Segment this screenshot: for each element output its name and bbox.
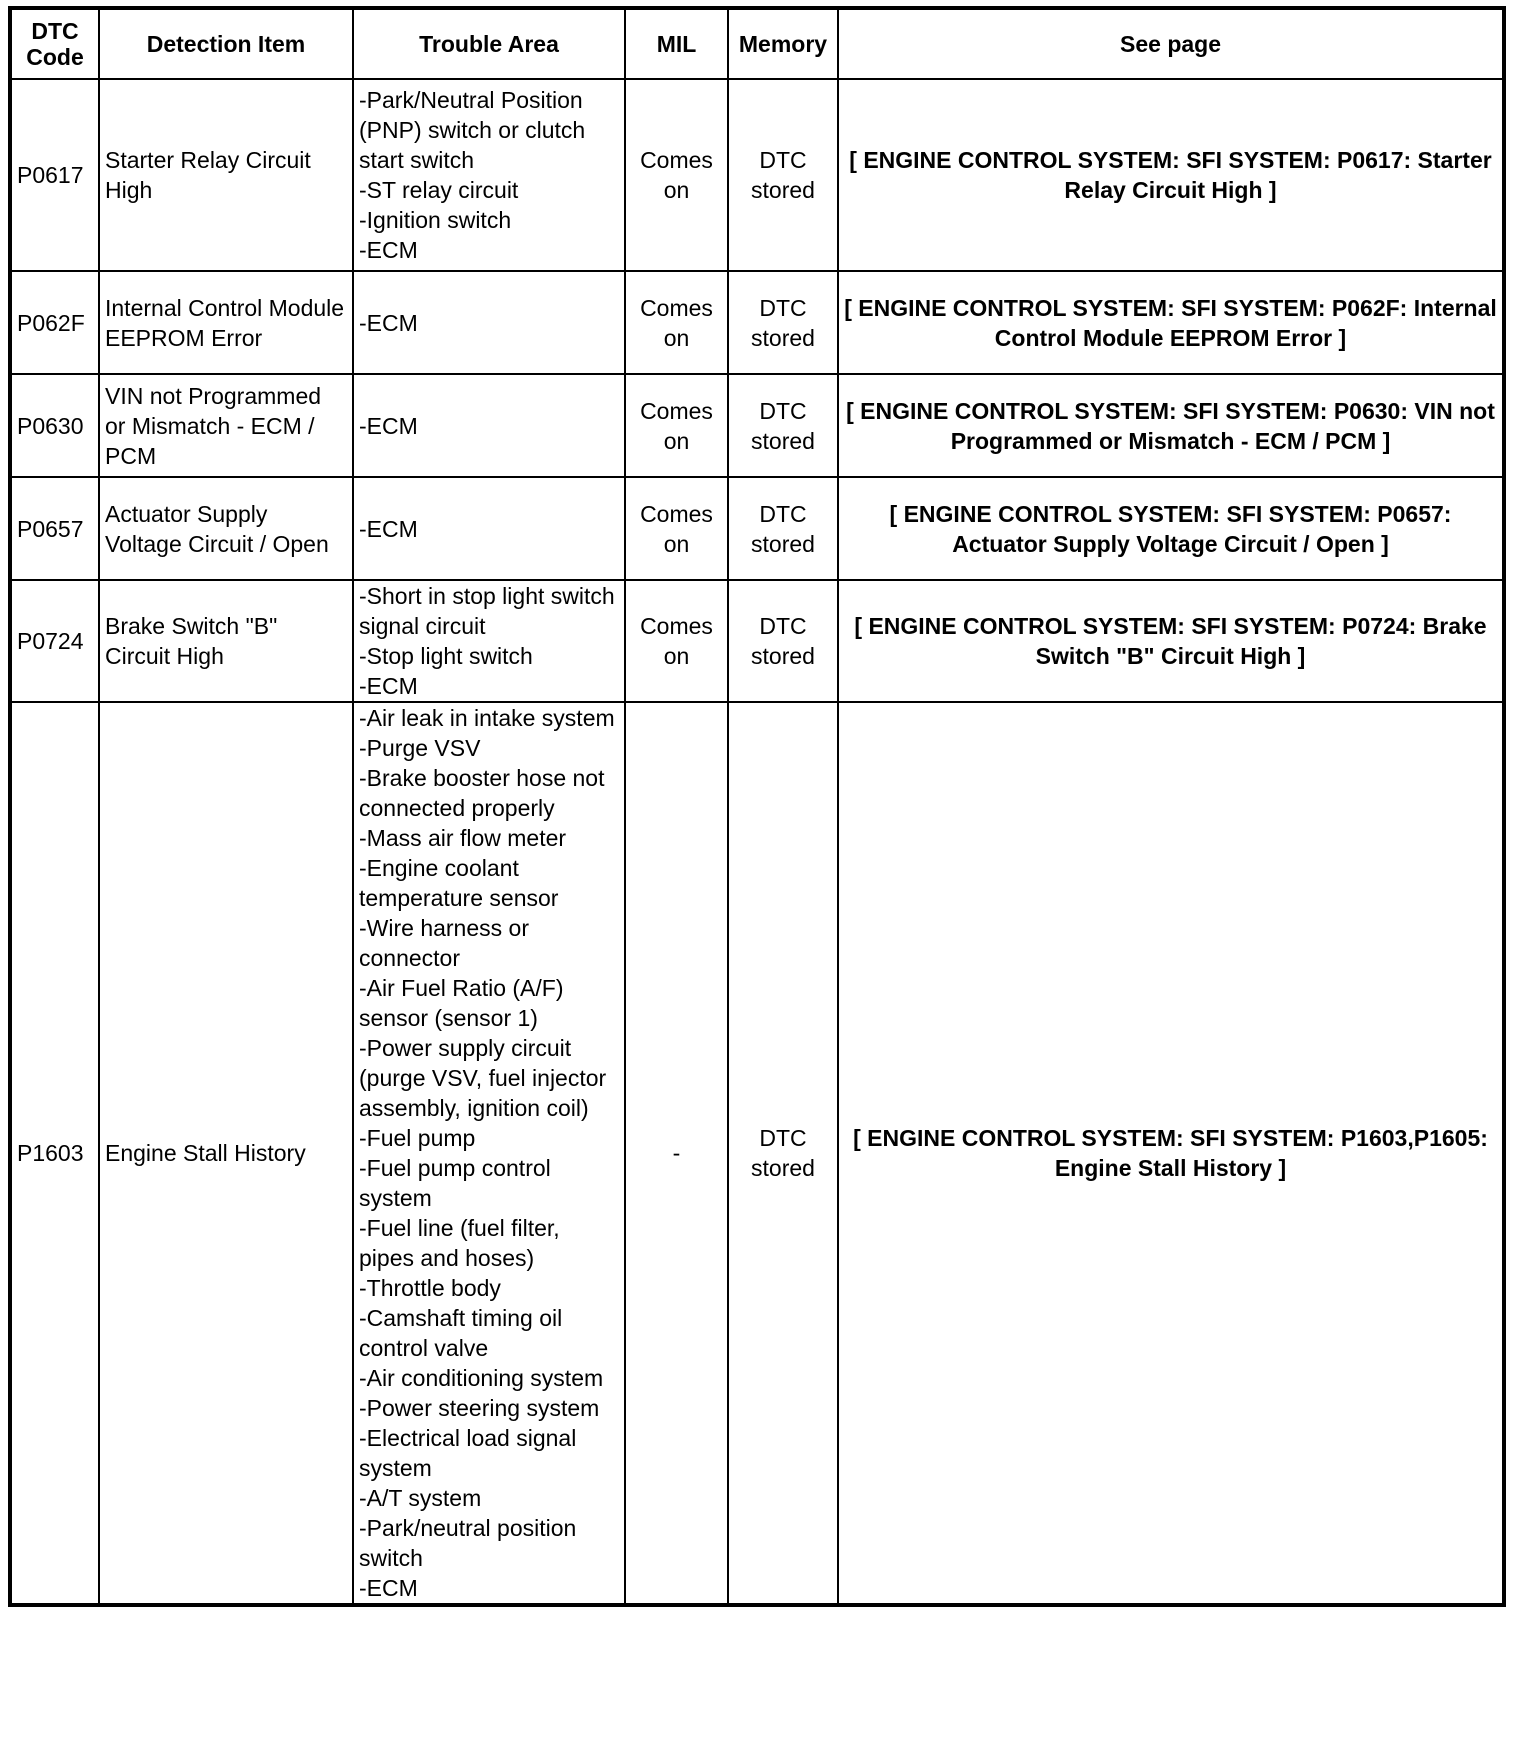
trouble-area — [353, 580, 625, 702]
mil-status: Comes on — [625, 271, 728, 374]
dtc-code: P0724 — [10, 580, 99, 702]
trouble-area — [353, 477, 625, 580]
trouble-area-item: -A/T system — [359, 1485, 482, 1511]
trouble-area-item: -ECM — [359, 515, 418, 542]
mil-status: Comes on — [625, 79, 728, 271]
trouble-area-item: -Purge VSV — [359, 735, 481, 761]
trouble-area-item: -Stop light switch — [359, 643, 533, 669]
header-see-page: See page — [838, 8, 1504, 79]
see-page-link[interactable]: [ ENGINE CONTROL SYSTEM: SFI SYSTEM: P0724: Brake Switch "B" Circuit High ] — [838, 580, 1504, 702]
mil-status: - — [625, 702, 728, 1605]
trouble-area-item: -Park/neutral position switch — [359, 1515, 577, 1571]
detection-item: Internal Control Module EEPROM Error — [99, 271, 353, 374]
trouble-area-item: -Air leak in intake system — [359, 705, 615, 731]
detection-item: Actuator Supply Voltage Circuit / Open — [99, 477, 353, 580]
trouble-area-item: -ST relay circuit — [359, 177, 519, 203]
table-row — [10, 702, 1504, 1605]
trouble-area-item: -Throttle body — [359, 1275, 501, 1301]
see-page-link[interactable]: [ ENGINE CONTROL SYSTEM: SFI SYSTEM: P062F: Internal Control Module EEPROM Error ] — [838, 271, 1504, 374]
trouble-area-item: -Park/Neutral Position (PNP) switch or clutch start switch — [359, 87, 586, 173]
trouble-area-item: -Air conditioning system — [359, 1365, 604, 1391]
trouble-area-item: -Fuel pump — [359, 1125, 476, 1151]
trouble-area — [353, 271, 625, 374]
header-detection-item: Detection Item — [99, 8, 353, 79]
memory-status: DTC stored — [728, 702, 838, 1605]
trouble-area-item: -Ignition switch — [359, 207, 512, 233]
dtc-code: P1603 — [10, 702, 99, 1605]
dtc-code: P0657 — [10, 477, 99, 580]
trouble-area-item: -Air Fuel Ratio (A/F) sensor (sensor 1) — [359, 975, 564, 1031]
table-row — [10, 477, 1504, 580]
trouble-area-item: -Engine coolant temperature sensor — [359, 855, 559, 911]
trouble-area — [353, 79, 625, 271]
see-page-link[interactable]: [ ENGINE CONTROL SYSTEM: SFI SYSTEM: P0617: Starter Relay Circuit High ] — [838, 79, 1504, 271]
header-mil: MIL — [625, 8, 728, 79]
header-trouble-area: Trouble Area — [353, 8, 625, 79]
trouble-area-item: -ECM — [359, 1575, 418, 1601]
header-row — [10, 8, 1504, 79]
trouble-area — [353, 702, 625, 1605]
trouble-area-item: -ECM — [359, 673, 418, 699]
trouble-area-item: -Brake booster hose not connected properly — [359, 765, 605, 821]
header-dtc-code: DTC Code — [10, 8, 99, 79]
detection-item: Starter Relay Circuit High — [99, 79, 353, 271]
detection-item: Engine Stall History — [99, 702, 353, 1605]
trouble-area-item: -ECM — [359, 237, 418, 263]
memory-status: DTC stored — [728, 79, 838, 271]
trouble-area-item: -Power steering system — [359, 1395, 600, 1421]
trouble-area-item: -Camshaft timing oil control valve — [359, 1305, 563, 1361]
see-page-link[interactable]: [ ENGINE CONTROL SYSTEM: SFI SYSTEM: P0630: VIN not Programmed or Mismatch - ECM / PCM ] — [838, 374, 1504, 477]
mil-status: Comes on — [625, 374, 728, 477]
trouble-area-item: -Electrical load signal system — [359, 1425, 577, 1481]
dtc-code: P0617 — [10, 79, 99, 271]
detection-item: Brake Switch "B" Circuit High — [99, 580, 353, 702]
trouble-area-item: -Fuel pump control system — [359, 1155, 551, 1211]
trouble-area-item: -Mass air flow meter — [359, 825, 567, 851]
mil-status: Comes on — [625, 580, 728, 702]
trouble-area-item: -Short in stop light switch signal circuit — [359, 583, 615, 639]
dtc-code: P062F — [10, 271, 99, 374]
memory-status: DTC stored — [728, 580, 838, 702]
memory-status: DTC stored — [728, 477, 838, 580]
dtc-code: P0630 — [10, 374, 99, 477]
trouble-area — [353, 374, 625, 477]
trouble-area-item: -Power supply circuit (purge VSV, fuel injector assembly, ignition coil) — [359, 1035, 607, 1121]
table-row — [10, 271, 1504, 374]
trouble-area-item: -Wire harness or connector — [359, 915, 529, 971]
see-page-link[interactable]: [ ENGINE CONTROL SYSTEM: SFI SYSTEM: P0657: Actuator Supply Voltage Circuit / Open ] — [838, 477, 1504, 580]
trouble-area-item: -Fuel line (fuel filter, pipes and hoses) — [359, 1215, 560, 1271]
table-row — [10, 580, 1504, 702]
dtc-table — [8, 6, 1506, 1607]
table-row — [10, 374, 1504, 477]
trouble-area-item: -ECM — [359, 412, 418, 439]
see-page-link[interactable]: [ ENGINE CONTROL SYSTEM: SFI SYSTEM: P1603,P1605: Engine Stall History ] — [838, 702, 1504, 1605]
mil-status: Comes on — [625, 477, 728, 580]
table-row — [10, 79, 1504, 271]
header-memory: Memory — [728, 8, 838, 79]
memory-status: DTC stored — [728, 374, 838, 477]
trouble-area-item: -ECM — [359, 309, 418, 336]
detection-item: VIN not Programmed or Mismatch - ECM / PCM — [99, 374, 353, 477]
memory-status: DTC stored — [728, 271, 838, 374]
